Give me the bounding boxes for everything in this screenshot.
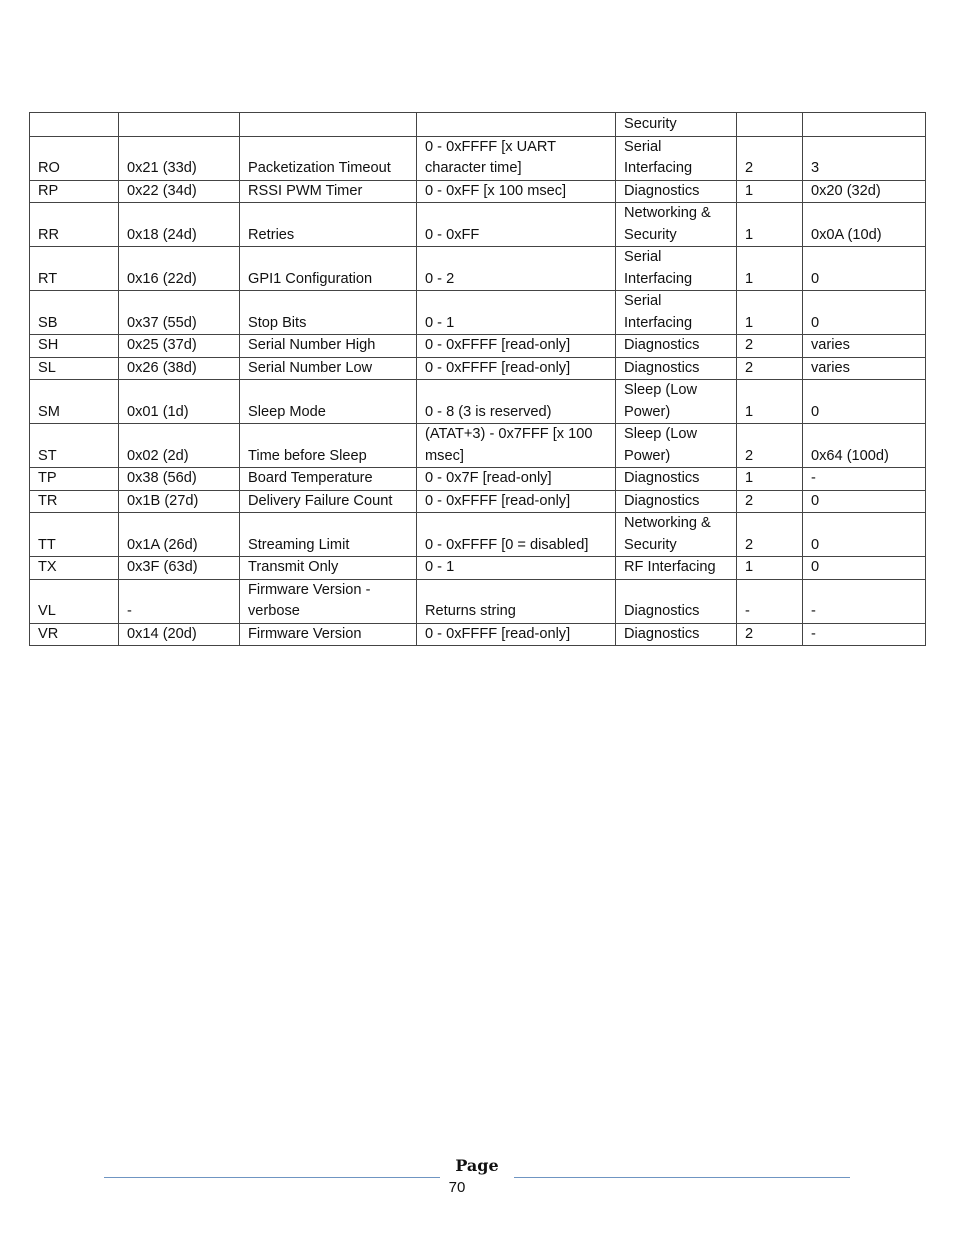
cell-default: 3 [803,136,926,180]
cell-category: Serial Interfacing [616,291,737,335]
cell-num-bytes: 1 [737,291,803,335]
cell-num-bytes: 2 [737,335,803,358]
cell-command: SM [30,380,119,424]
cell-category: Security [616,113,737,137]
table-row [30,291,926,335]
cell-category: Sleep (Low Power) [616,424,737,468]
table-row [30,623,926,646]
cell-command: SB [30,291,119,335]
cell-command: RR [30,203,119,247]
cell-parameter-id: 0x3F (63d) [119,557,240,580]
cell-name: Transmit Only [240,557,417,580]
table-row [30,113,926,137]
cell-num-bytes [737,113,803,137]
cell-command: RO [30,136,119,180]
cell-name: Sleep Mode [240,380,417,424]
cell-name: Stop Bits [240,291,417,335]
cell-default: varies [803,357,926,380]
table-row [30,180,926,203]
cell-name: Streaming Limit [240,513,417,557]
cell-range: 0 - 0xFFFF [read-only] [417,357,616,380]
cell-range: (ATAT+3) - 0x7FFF [x 100 msec] [417,424,616,468]
table-row [30,424,926,468]
cell-default: - [803,623,926,646]
cell-parameter-id [119,113,240,137]
cell-parameter-id: 0x02 (2d) [119,424,240,468]
cell-range: 0 - 0xFFFF [0 = disabled] [417,513,616,557]
cell-num-bytes: 1 [737,180,803,203]
cell-parameter-id: 0x16 (22d) [119,247,240,291]
cell-command: ST [30,424,119,468]
cell-default: 0 [803,513,926,557]
cell-default: 0 [803,490,926,513]
cell-category: Diagnostics [616,623,737,646]
cell-category: RF Interfacing [616,557,737,580]
cell-category: Serial Interfacing [616,247,737,291]
cell-num-bytes: - [737,579,803,623]
cell-default: 0x64 (100d) [803,424,926,468]
cell-parameter-id: 0x18 (24d) [119,203,240,247]
cell-num-bytes: 2 [737,623,803,646]
cell-name: Serial Number Low [240,357,417,380]
cell-name: Firmware Version [240,623,417,646]
cell-category: Diagnostics [616,357,737,380]
cell-name: Firmware Version - verbose [240,579,417,623]
cell-num-bytes: 2 [737,490,803,513]
cell-category: Serial Interfacing [616,136,737,180]
cell-parameter-id: 0x38 (56d) [119,468,240,491]
cell-num-bytes: 2 [737,424,803,468]
cell-range: 0 - 0xFFFF [read-only] [417,623,616,646]
cell-default: 0x0A (10d) [803,203,926,247]
cell-command: TR [30,490,119,513]
cell-parameter-id: 0x25 (37d) [119,335,240,358]
cell-name: Serial Number High [240,335,417,358]
cell-default: 0 [803,380,926,424]
footer-rule-left [104,1177,440,1178]
table-body [30,113,926,646]
cell-range: 0 - 0x7F [read-only] [417,468,616,491]
table-row [30,335,926,358]
cell-category: Diagnostics [616,180,737,203]
cell-parameter-id: 0x1A (26d) [119,513,240,557]
cell-parameter-id: - [119,579,240,623]
cell-name: Board Temperature [240,468,417,491]
cell-category: Diagnostics [616,468,737,491]
cell-command: SL [30,357,119,380]
cell-default: 0x20 (32d) [803,180,926,203]
cell-category: Networking & Security [616,203,737,247]
cell-default: - [803,468,926,491]
cell-default: - [803,579,926,623]
cell-num-bytes: 2 [737,357,803,380]
cell-default: varies [803,335,926,358]
table-row [30,557,926,580]
cell-command: TX [30,557,119,580]
cell-num-bytes: 1 [737,247,803,291]
at-command-table [29,112,926,646]
cell-range: 0 - 0xFFFF [x UART character time] [417,136,616,180]
cell-parameter-id: 0x14 (20d) [119,623,240,646]
cell-name: Packetization Timeout [240,136,417,180]
cell-range: 0 - 0xFFFF [read-only] [417,335,616,358]
table-row [30,136,926,180]
cell-parameter-id: 0x1B (27d) [119,490,240,513]
cell-category: Networking & Security [616,513,737,557]
cell-category: Diagnostics [616,335,737,358]
cell-default: 0 [803,247,926,291]
table-row [30,513,926,557]
cell-num-bytes: 2 [737,136,803,180]
table-row [30,203,926,247]
cell-name: Delivery Failure Count [240,490,417,513]
cell-command: SH [30,335,119,358]
cell-num-bytes: 1 [737,380,803,424]
cell-command: RP [30,180,119,203]
cell-range: 0 - 1 [417,291,616,335]
cell-command: TT [30,513,119,557]
table-row [30,357,926,380]
cell-range: 0 - 0xFF [x 100 msec] [417,180,616,203]
table-row [30,380,926,424]
table-row [30,579,926,623]
cell-category: Diagnostics [616,490,737,513]
table-row [30,490,926,513]
cell-category: Sleep (Low Power) [616,380,737,424]
cell-range: 0 - 8 (3 is reserved) [417,380,616,424]
cell-category: Diagnostics [616,579,737,623]
cell-default [803,113,926,137]
cell-command: VL [30,579,119,623]
cell-range [417,113,616,137]
cell-range: 0 - 0xFF [417,203,616,247]
cell-name: Time before Sleep [240,424,417,468]
cell-num-bytes: 2 [737,513,803,557]
cell-num-bytes: 1 [737,468,803,491]
cell-command: RT [30,247,119,291]
cell-parameter-id: 0x22 (34d) [119,180,240,203]
cell-name: GPI1 Configuration [240,247,417,291]
cell-parameter-id: 0x21 (33d) [119,136,240,180]
cell-parameter-id: 0x37 (55d) [119,291,240,335]
cell-default: 0 [803,557,926,580]
cell-name [240,113,417,137]
cell-name: Retries [240,203,417,247]
page-label: Page [455,1156,499,1175]
cell-range: 0 - 0xFFFF [read-only] [417,490,616,513]
footer-rule-right [514,1177,850,1178]
cell-command: VR [30,623,119,646]
page-number: 70 [448,1179,466,1196]
cell-parameter-id: 0x01 (1d) [119,380,240,424]
cell-range: 0 - 1 [417,557,616,580]
cell-range: 0 - 2 [417,247,616,291]
table-row [30,247,926,291]
table-row [30,468,926,491]
cell-command [30,113,119,137]
cell-name: RSSI PWM Timer [240,180,417,203]
cell-default: 0 [803,291,926,335]
cell-command: TP [30,468,119,491]
cell-num-bytes: 1 [737,557,803,580]
cell-range: Returns string [417,579,616,623]
cell-parameter-id: 0x26 (38d) [119,357,240,380]
cell-num-bytes: 1 [737,203,803,247]
